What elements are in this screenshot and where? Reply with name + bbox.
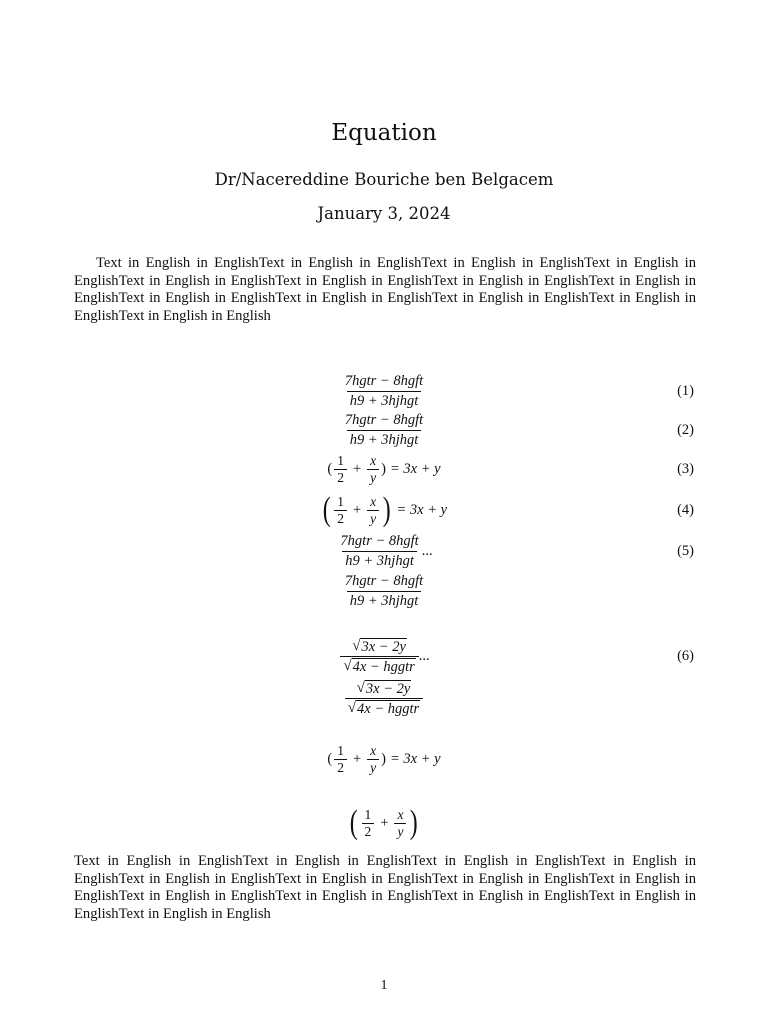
radical-sign: √ (343, 657, 352, 674)
equation-number: (5) (677, 542, 694, 559)
numerator: x (397, 806, 404, 822)
fraction-one-half (334, 744, 347, 775)
denominator: 2 (334, 510, 347, 526)
fraction (342, 373, 426, 410)
square-root (343, 658, 415, 675)
fraction (342, 412, 426, 449)
equation-number: (4) (677, 501, 694, 518)
denominator: 2 (334, 469, 347, 485)
square-root (348, 700, 420, 717)
plus-sign: + (352, 501, 362, 518)
document-author: Dr/Nacereddine Bouriche ben Belgacem (214, 170, 554, 189)
right-big-paren: ) (410, 804, 419, 841)
numerator: 1 (337, 493, 344, 509)
left-paren: ( (327, 750, 333, 767)
equation-rhs: = 3x + y (390, 460, 441, 477)
equation-2 (0, 411, 768, 449)
denominator: y (367, 510, 379, 526)
ellipsis: ... (418, 647, 430, 664)
denominator: y (367, 469, 379, 485)
equation-number: (1) (677, 382, 694, 399)
numerator: 7hgtr − 8hgft (344, 372, 424, 389)
page-number: 1 (380, 978, 388, 993)
left-big-paren: ( (322, 491, 331, 528)
radical-sign: √ (356, 679, 365, 696)
radical-sign: √ (347, 699, 357, 716)
equation-number: (6) (677, 647, 694, 664)
plus-sign: + (352, 460, 362, 477)
equation-rhs: = 3x + y (396, 501, 448, 518)
left-paren: ( (327, 460, 333, 477)
numerator: x (370, 742, 377, 758)
fraction (342, 573, 426, 610)
radicand: 4x − hggtr (357, 700, 420, 717)
right-big-paren: ) (382, 491, 391, 528)
fraction-x-over-y (367, 744, 379, 775)
numerator: 1 (337, 742, 344, 758)
radicand: 3x − 2y (361, 638, 406, 655)
closing-paragraph: Text in English in EnglishText in English in EnglishText in English in EnglishText in English in EnglishText in English in EnglishText in English in EnglishText in English in EnglishText in English in EnglishText in English in EnglishText in English in EnglishText in English in EnglishText in English in EnglishText in English in English (74, 853, 696, 922)
numerator: 7hgtr − 8hgft (344, 411, 424, 428)
fraction (337, 533, 421, 570)
square-root (357, 680, 412, 697)
radicand: 4x − hggtr (352, 658, 415, 675)
document-title: Equation (331, 120, 437, 146)
equation-number: (2) (677, 421, 694, 438)
denominator: h9 + 3hjhgt (347, 591, 422, 610)
equation-3 (0, 450, 768, 488)
document-date: January 3, 2024 (317, 204, 451, 223)
numerator: 7hgtr − 8hgft (344, 572, 424, 589)
unnumbered-big-paren-expression (0, 802, 768, 844)
numerator: x (370, 493, 377, 509)
fraction-x-over-y (367, 495, 379, 526)
fraction-x-over-y (394, 808, 406, 839)
numerator: 1 (364, 806, 372, 822)
fraction-one-half (362, 808, 375, 839)
intro-paragraph: Text in English in EnglishText in English in EnglishText in English in EnglishText in English in EnglishText in English in EnglishText in English in EnglishText in English in EnglishText in English in EnglishText in English in EnglishText in English in EnglishText in English in EnglishText in English in EnglishText in English in English (74, 255, 696, 324)
ellipsis: ... (421, 542, 433, 559)
equation-1 (0, 372, 768, 410)
denominator: y (367, 759, 379, 775)
left-big-paren: ( (349, 804, 358, 841)
unnumbered-sqrt-fraction (0, 678, 768, 718)
denominator: h9 + 3hjhgt (342, 551, 417, 570)
radical-sign: √ (352, 637, 361, 654)
numerator: 1 (337, 452, 344, 468)
unnumbered-equation-parens (0, 740, 768, 778)
numerator: 7hgtr − 8hgft (340, 532, 419, 549)
denominator: h9 + 3hjhgt (347, 430, 422, 449)
denominator: 2 (362, 823, 375, 839)
equation-4 (0, 490, 768, 530)
square-root (352, 638, 407, 655)
equation-rhs: = 3x + y (390, 750, 441, 767)
plus-sign: + (380, 814, 389, 831)
plus-sign: + (352, 750, 362, 767)
sqrt-fraction (345, 680, 423, 717)
denominator: h9 + 3hjhgt (347, 391, 422, 410)
numerator: x (370, 452, 377, 468)
denominator (345, 698, 423, 717)
right-paren: ) (381, 460, 387, 477)
equation-number: (3) (677, 460, 694, 477)
denominator (340, 656, 418, 675)
equation-5 (0, 532, 768, 570)
numerator (354, 680, 415, 698)
equation-6 (0, 636, 768, 676)
sqrt-fraction (340, 638, 418, 675)
right-paren: ) (381, 750, 387, 767)
fraction-one-half (334, 495, 347, 526)
unnumbered-equation-fraction (0, 572, 768, 610)
fraction-x-over-y (367, 454, 379, 485)
radicand: 3x − 2y (365, 680, 411, 697)
fraction-one-half (334, 454, 347, 485)
numerator (349, 638, 410, 656)
denominator: 2 (334, 759, 347, 775)
denominator: y (394, 823, 406, 839)
